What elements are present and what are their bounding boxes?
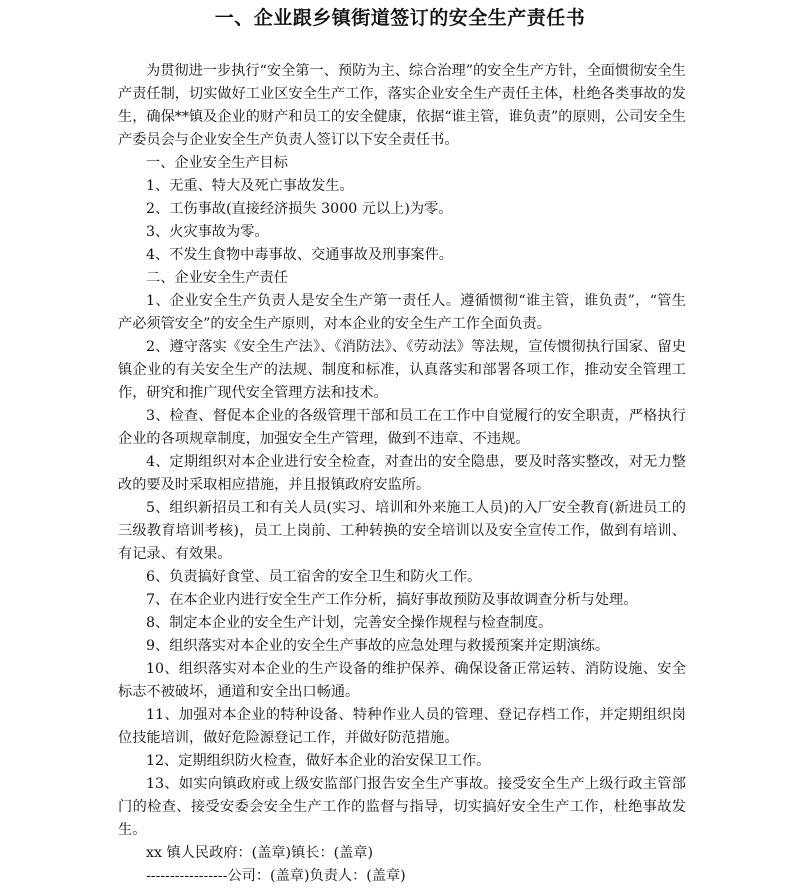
section-heading-responsibilities: 二、企业安全生产责任 — [146, 270, 288, 286]
goal-item: 2、工伤事故(直接经济损失 3000 元以上)为零。 — [146, 201, 453, 217]
goal-item: 1、无重、特大及死亡事故发生。 — [146, 178, 354, 194]
responsibility-item: 11、加强对本企业的特种设备、特种作业人员的管理、登记存档工作，并定期组织岗位技能培训，做好危险源登记工作，并做好防范措施。 — [118, 707, 686, 746]
responsibility-item: 4、定期组织对本企业进行安全检查，对查出的安全隐患，要及时落实整改，对无力整改的要及时采取相应措施，并且报镇政府安监所。 — [118, 454, 686, 493]
responsibility-item: 10、组织落实对本企业的生产设备的维护保养、确保设备正常运转、消防设施、安全标志不被破坏，通道和安全出口畅通。 — [118, 661, 686, 700]
responsibility-item: 5、组织新招员工和有关人员(实习、培训和外来施工人员)的入厂安全教育(新进员工的三级教育培训考核)，员工上岗前、工种转换的安全培训以及安全宣传工作，做到有培训、有记录、有效果。 — [118, 500, 686, 562]
responsibility-item: 9、组织落实对本企业的安全生产事故的应急处理与救援预案并定期演练。 — [146, 638, 610, 654]
section-heading-goals: 一、企业安全生产目标 — [146, 155, 288, 171]
responsibility-item: 2、遵守落实《安全生产法》、《消防法》、《劳动法》等法规，宣传惯彻执行国家、留史镇企业的有关安全生产的法规、制度和标准，认真落实和部署各项工作，推动安全管理工作，研究和推广现代安全管理方法和技术。 — [118, 339, 686, 401]
document-body — [118, 60, 686, 888]
responsibility-item: 1、企业安全生产负责人是安全生产第一责任人。遵循惯彻“谁主管，谁负责”，“管生产必须管安全”的安全生产原则，对本企业的安全生产工作全面负责。 — [118, 293, 686, 332]
responsibility-item: 8、制定本企业的安全生产计划，完善安全操作规程与检查制度。 — [146, 615, 553, 631]
signature-line-company: -----------------公司：(盖章)负责人：(盖章) — [146, 868, 406, 884]
responsibility-item: 7、在本企业内进行安全生产工作分析，搞好事故预防及事故调查分析与处理。 — [146, 592, 638, 608]
intro-paragraph: 为贯彻进一步执行“安全第一、预防为主、综合治理”的安全生产方针，全面惯彻安全生产责任制，切实做好工业区安全生产工作，落实企业安全生产责任主体，杜绝各类事故的发生，确保**镇及企业的财产和员工的安全健康，依据“谁主管，谁负责”的原则，公司安全生产委员会与企业安全生产负责人签订以下安全责任书。 — [118, 63, 686, 148]
responsibility-item: 3、检查、督促本企业的各级管理干部和员工在工作中自觉履行的安全职责，严格执行企业的各项规章制度，加强安全生产管理，做到不违章、不违规。 — [118, 408, 686, 447]
responsibility-item: 12、定期组织防火检查，做好本企业的治安保卫工作。 — [146, 753, 491, 769]
document-title: 一、企业跟乡镇街道签订的安全生产责任书 — [214, 7, 586, 29]
responsibility-item: 6、负责搞好食堂、员工宿舍的安全卫生和防火工作。 — [146, 569, 482, 585]
goal-item: 3、火灾事故为零。 — [146, 224, 269, 240]
responsibility-item: 13、如实向镇政府或上级安监部门报告安全生产事故。接受安全生产上级行政主管部门的检查、接受安委会安全生产工作的监督与指导，切实搞好安全生产工作，杜绝事故发生。 — [118, 776, 686, 838]
goal-item: 4、不发生食物中毒事故、交通事故及刑事案件。 — [146, 247, 453, 263]
signature-line-town-government: xx 镇人民政府：(盖章)镇长：(盖章) — [146, 845, 374, 861]
